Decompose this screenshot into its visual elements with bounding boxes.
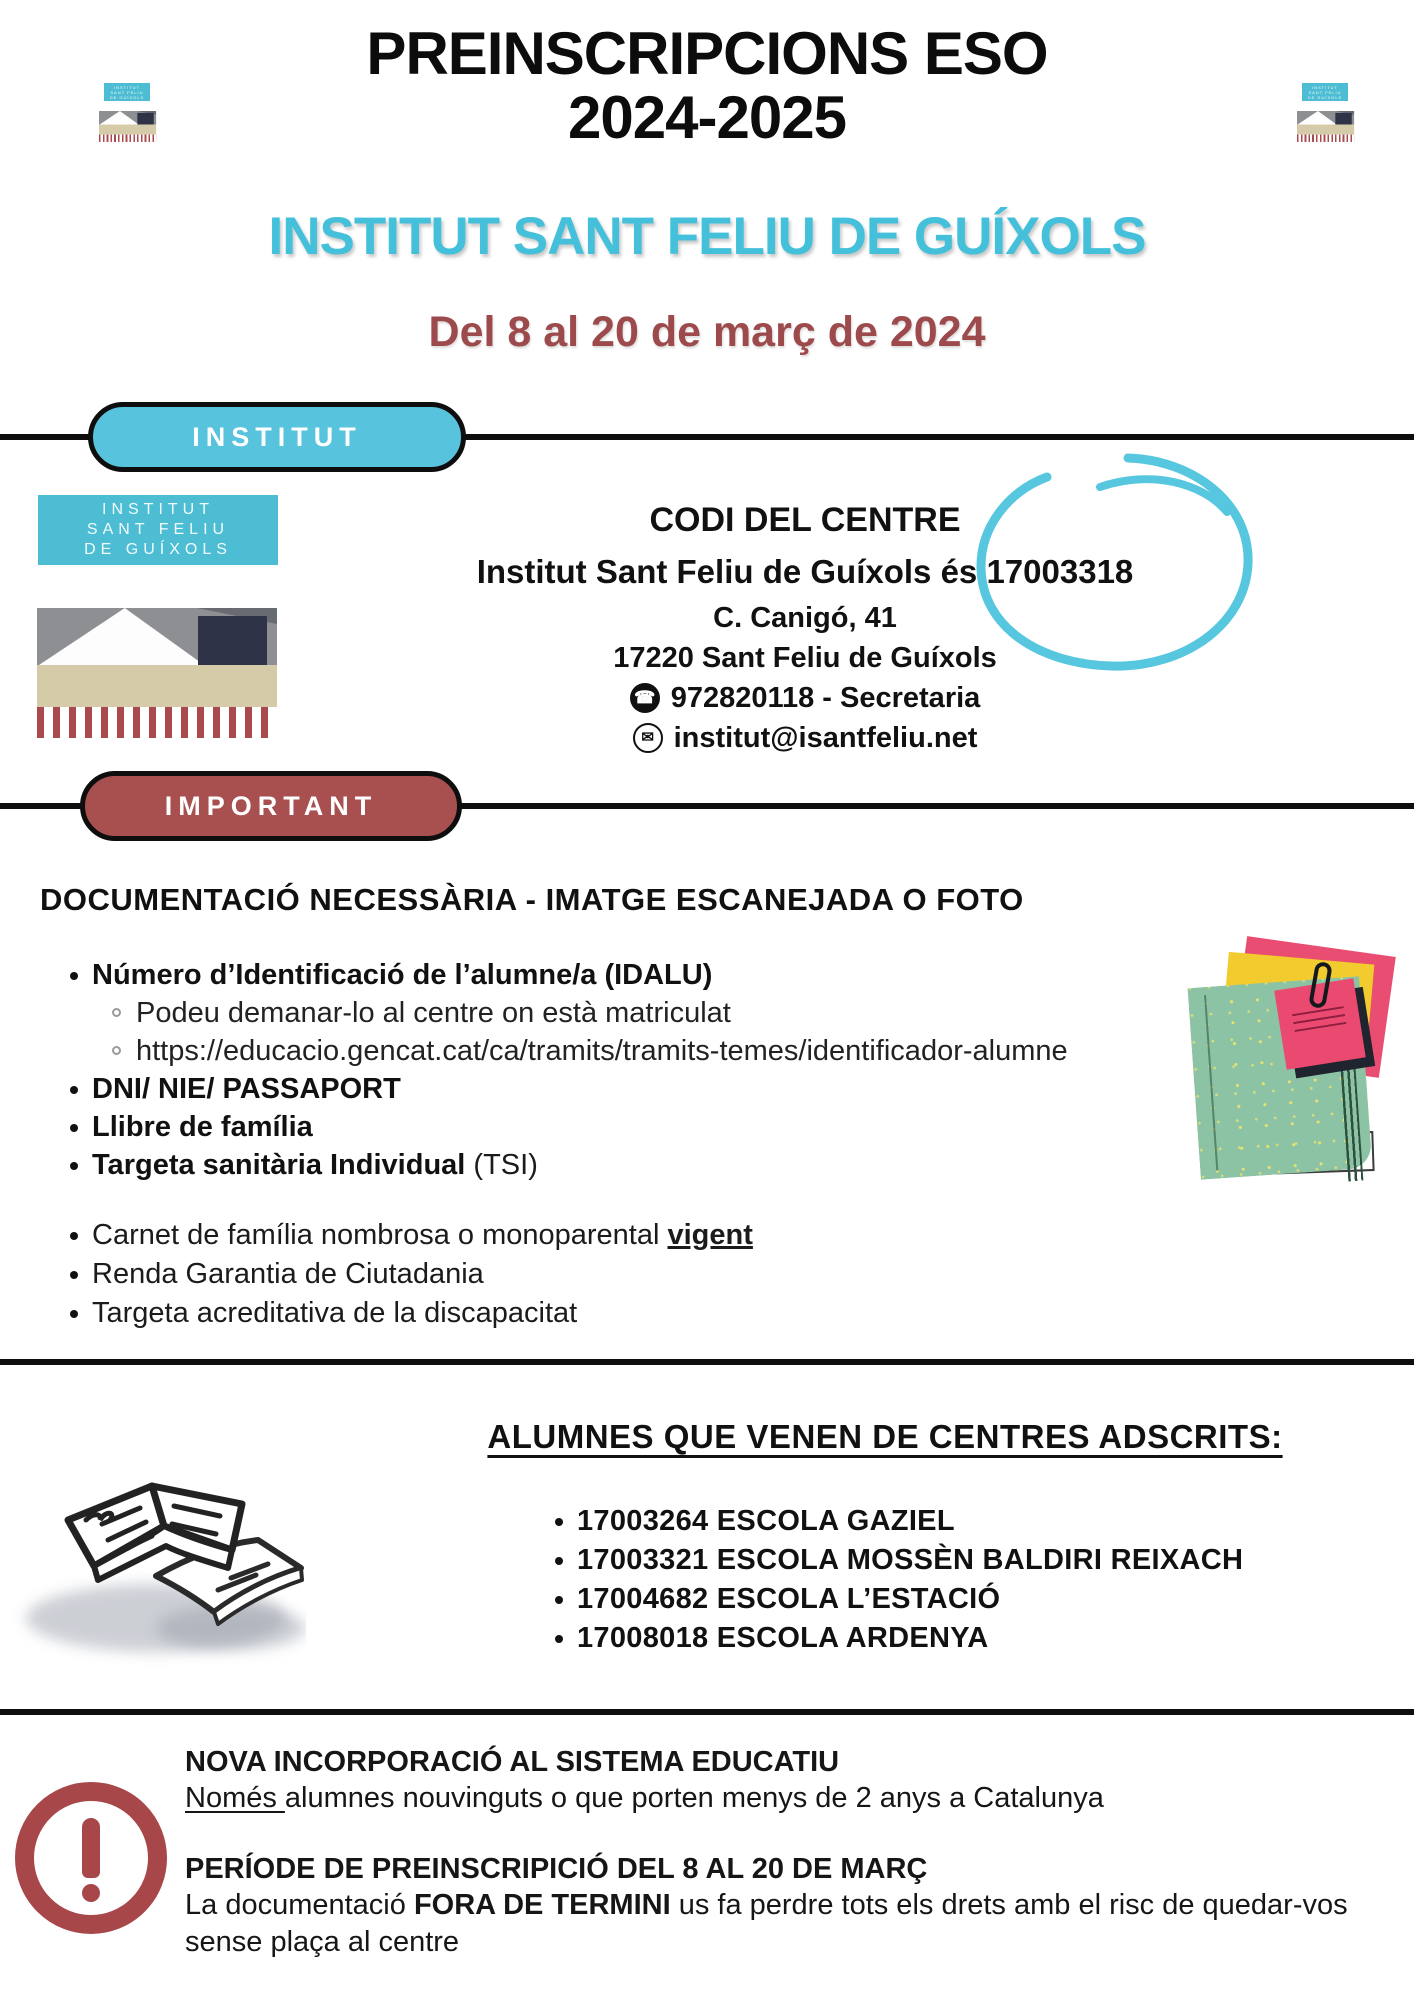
date-range: Del 8 al 20 de març de 2024	[428, 308, 986, 356]
institute-name: INSTITUT SANT FELIU DE GUÍXOLS	[268, 207, 1146, 266]
documents-list-2	[60, 1216, 753, 1333]
email-row	[390, 718, 1220, 758]
phone-number: 972820118 - Secretaria	[670, 682, 981, 714]
folder-illustration	[1190, 938, 1405, 1186]
section-pill-important	[80, 771, 462, 841]
bullet-icon	[70, 1162, 78, 1170]
codi-line: Institut Sant Feliu de Guíxols és 17003318	[476, 553, 1134, 590]
circle-bullet-icon	[112, 1046, 121, 1055]
notice-heading-1: NOVA INCORPORACIÓ AL SISTEMA EDUCATIU	[185, 1746, 840, 1778]
school-item: 17003264 ESCOLA GAZIEL	[545, 1502, 1243, 1541]
bullet-icon	[70, 1271, 78, 1279]
school-item: 17004682 ESCOLA L’ESTACIÓ	[545, 1580, 1243, 1619]
envelope-icon: ✉	[633, 723, 663, 753]
open-books-illustration	[6, 1428, 306, 1678]
list-item: DNI/ NIE/ PASSAPORT	[60, 1070, 1068, 1108]
bottom-notice	[185, 1744, 1405, 1961]
address-line1: C. Canigó, 41	[713, 602, 897, 634]
bullet-icon	[555, 1596, 563, 1604]
center-code: 17003318	[986, 553, 1134, 590]
adscrits-heading: ALUMNES QUE VENEN DE CENTRES ADSCRITS:	[487, 1418, 1283, 1455]
list-item: Renda Garantia de Ciutadania	[60, 1255, 753, 1294]
notice-line-2: La documentació FORA DE TERMINI us fa perdre tots els drets amb el risc de quedar-vos sense plaça al centre	[185, 1889, 1348, 1958]
documents-list-1	[60, 956, 1068, 1184]
list-item: Carnet de família nombrosa o monoparental vigent	[60, 1216, 753, 1255]
bullet-icon	[70, 972, 78, 980]
list-item: Targeta sanitària Individual (TSI)	[60, 1146, 1068, 1184]
list-subitem-url	[60, 1032, 1068, 1070]
section-pill-institut	[88, 402, 466, 472]
notice-line-1: Només alumnes nouvinguts o que porten menys de 2 anys a Catalunya	[185, 1782, 1104, 1814]
documents-heading: DOCUMENTACIÓ NECESSÀRIA - IMATGE ESCANEJADA O FOTO	[40, 882, 1024, 917]
circle-bullet-icon	[112, 1008, 121, 1017]
email-address: institut@isantfeliu.net	[673, 722, 978, 754]
title-line1: PREINSCRIPCIONS ESO	[366, 20, 1048, 87]
school-building-photo	[37, 608, 277, 738]
codi-heading: CODI DEL CENTRE	[649, 501, 961, 539]
exclamation-icon	[15, 1782, 167, 1934]
phone-row	[390, 678, 1220, 718]
bullet-icon	[555, 1635, 563, 1643]
school-logo-text: INSTITUT SANT FELIU DE GUÍXOLS	[104, 83, 150, 101]
bullet-icon	[555, 1518, 563, 1526]
phone-icon: ☎	[630, 683, 660, 713]
bullet-icon	[70, 1310, 78, 1318]
center-code-block	[390, 500, 1220, 758]
page-title	[0, 22, 1414, 150]
bullet-icon	[555, 1557, 563, 1565]
list-item: Llibre de família	[60, 1108, 1068, 1146]
divider-line	[0, 1359, 1414, 1365]
bullet-icon	[70, 1124, 78, 1132]
notice-heading-2: PERÍODE DE PREINSCRIPICIÓ DEL 8 AL 20 DE MARÇ	[185, 1853, 928, 1885]
school-item: 17003321 ESCOLA MOSSÈN BALDIRI REIXACH	[545, 1541, 1243, 1580]
divider-line	[0, 1709, 1414, 1715]
list-item: Targeta acreditativa de la discapacitat	[60, 1294, 753, 1333]
school-item: 17008018 ESCOLA ARDENYA	[545, 1619, 1243, 1658]
section-label: INSTITUT	[192, 421, 362, 452]
list-subitem: Podeu demanar-lo al centre on està matriculat	[60, 994, 1068, 1032]
school-logo-text: INSTITUT SANT FELIU DE GUÍXOLS	[1302, 83, 1348, 101]
address-line2: 17220 Sant Feliu de Guíxols	[613, 642, 997, 674]
title-line2: 2024-2025	[568, 84, 846, 151]
section-label: IMPORTANT	[164, 790, 378, 821]
bullet-icon	[70, 1232, 78, 1240]
list-item: Número d’Identificació de l’alumne/a (IDALU)	[60, 956, 1068, 994]
bullet-icon	[70, 1086, 78, 1094]
idalu-url: https://educacio.gencat.cat/ca/tramits/tramits-temes/identificador-alumne	[136, 1035, 1068, 1067]
adscrits-list	[545, 1502, 1243, 1658]
school-logo-box: INSTITUT SANT FELIU DE GUÍXOLS	[38, 495, 278, 565]
